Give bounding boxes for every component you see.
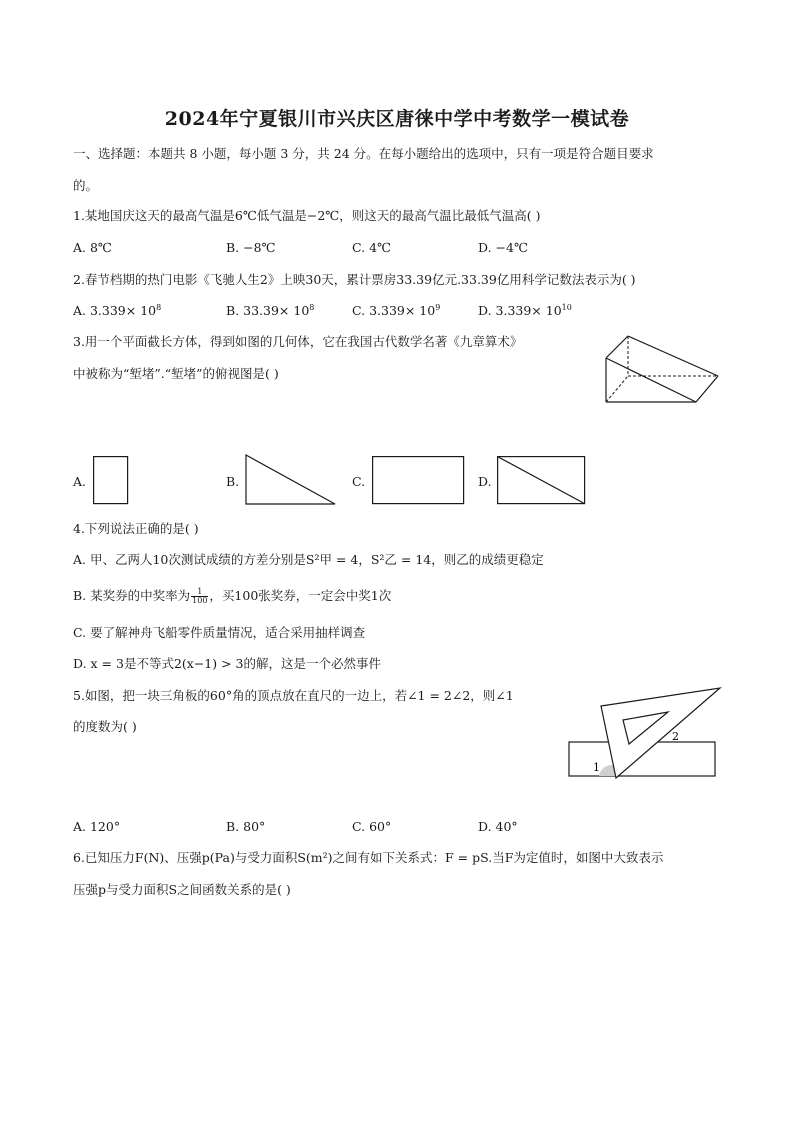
page-title: 2024年宁夏银川市兴庆区唐徕中学中考数学一模试卷 [164,108,630,130]
angle-1-label: 1 [593,761,600,774]
q5-option-b: B. 80° [226,819,266,834]
q3-option-d-label: D. [478,474,492,489]
q5-option-a: A. 120° [73,819,121,834]
q3-option-a-tall-rectangle [93,456,129,506]
q3-stem-line1: 3.用一个平面截长方体，得到如图的几何体，它在我国古代数学名著《九章算术》 [73,334,523,349]
q1-option-b: B. −8℃ [226,240,276,255]
q3-option-b-label: B. [226,474,240,489]
q2-option-c: C. $3.339\times 10^9$ [352,302,441,318]
q1-option-c: C. 4℃ [352,240,392,255]
q1-option-a: A. 8℃ [73,240,112,255]
q1-option-d: D. −4℃ [478,240,528,255]
qiandu-solid-figure [604,332,724,404]
q5-stem-line1: 5.如图，把一块三角板的60°角的顶点放在直尺的一边上，若∠1 = 2∠2，则∠1 [73,688,514,703]
q3-option-d-rectangle-with-diagonal [497,456,587,506]
q4-option-a: A. 甲、乙两人10次测试成绩的方差分别是S²甲 = 4，S²乙 = 14，则乙的成绩更稳定 [73,552,544,567]
q4-stem: 4.下列说法正确的是( ) [73,521,199,536]
q5-option-d: D. 40° [478,819,518,834]
q2-option-a: A. $3.339\times 10^8$ [73,302,162,318]
q2-option-b: B. $33.39\times 10^8$ [226,302,315,318]
fraction: $\frac{1}{100}$ [192,587,208,605]
angle-2-label: 2 [672,730,679,743]
q5-option-c: C. 60° [352,819,392,834]
q4-option-d: D. x = 3是不等式2(x−1) > 3的解，这是一个必然事件 [73,656,382,671]
q5-stem-line2: 的度数为( ) [73,719,137,734]
q3-stem-line2: 中被称为“堑堵”.“堑堵”的俯视图是( ) [73,366,279,381]
q3-option-a-label: A. [73,474,87,489]
q4-option-b: B. 某奖券的中奖率为 $\frac{1}{100}$ ，买100张奖券，一定会中奖1次 [73,587,392,605]
section-header-line2: 的。 [73,178,99,193]
q6-stem-line1: 6.已知压力F(N)、压强p(Pa)与受力面积S(m²)之间有如下关系式：F = pS.当F为定值时，如图中大致表示 [73,850,664,865]
q2-stem: 2.春节档期的热门电影《飞驰人生2》上映30天，累计票房33.39亿元.33.39亿用科学记数法表示为( ) [73,272,636,287]
q1-stem: 1.某地国庆这天的最高气温是6℃低气温是−2℃，则这天的最高气温比最低气温高( ) [73,208,541,223]
q3-option-c-label: C. [352,474,366,489]
q6-stem-line2: 压强p与受力面积S之间函数关系的是( ) [73,882,291,897]
q4-option-c: C. 要了解神舟飞船零件质量情况，适合采用抽样调查 [73,625,366,640]
ruler-and-set-square-figure [568,686,724,780]
q3-option-c-rectangle [372,456,466,506]
q3-option-b-right-triangle [245,454,337,506]
q2-option-d: D. $3.339\times 10^{10}$ [478,302,572,318]
section-header-line1: 一、选择题：本题共 8 小题，每小题 3 分，共 24 分。在每小题给出的选项中，只有一项是符合题目要求 [73,146,654,161]
